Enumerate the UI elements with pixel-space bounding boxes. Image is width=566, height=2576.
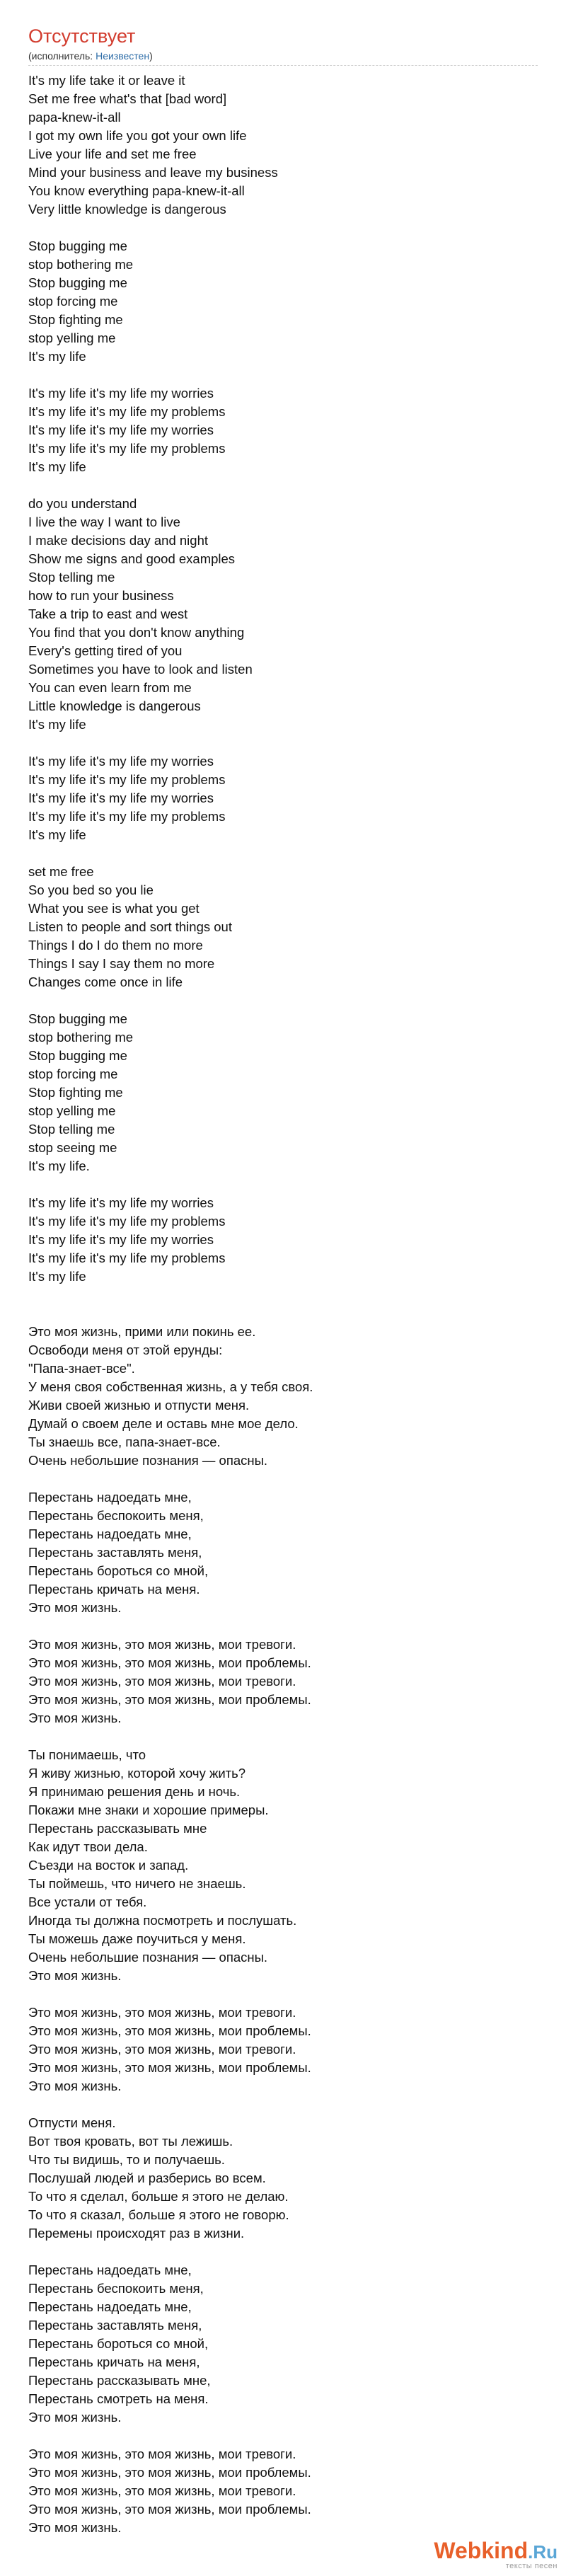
artist-line <box>28 50 153 62</box>
lyric-line: Это моя жизнь, это моя жизнь, мои проблемы. <box>28 2060 311 2075</box>
lyric-line: It's my life it's my life my worries <box>28 790 214 805</box>
lyric-line: Это моя жизнь, это моя жизнь, мои тревоги. <box>28 1674 296 1689</box>
lyric-line: Перестань бороться со мной, <box>28 1563 209 1578</box>
artist-link[interactable]: Неизвестен <box>96 50 150 62</box>
lyric-line: It's my life <box>28 1269 86 1284</box>
lyric-line: I got my own life you got your own life <box>28 128 247 143</box>
lyric-line: Это моя жизнь, это моя жизнь, мои тревоги. <box>28 1637 296 1652</box>
lyric-line: Take a trip to east and west <box>28 606 188 621</box>
lyric-line: Listen to people and sort things out <box>28 919 232 934</box>
lyric-line: У меня своя собственная жизнь, а у тебя своя. <box>28 1379 313 1394</box>
lyric-line: Stop telling me <box>28 570 115 585</box>
lyric-line: It's my life it's my life my worries <box>28 754 214 769</box>
lyric-line: Mind your business and leave my business <box>28 165 278 180</box>
lyric-line: Stop bugging me <box>28 1048 127 1063</box>
lyric-line: Перестань беспокоить меня, <box>28 1508 204 1523</box>
lyric-line: It's my life <box>28 827 86 842</box>
stanza-break <box>28 991 538 1010</box>
watermark-brand: Webkind <box>434 2538 529 2563</box>
lyric-line: Перестань бороться со мной, <box>28 2336 209 2351</box>
lyric-line: It's my life. <box>28 1158 90 1173</box>
lyric-line: What you see is what you get <box>28 901 200 916</box>
song-title: Отсутствует <box>28 25 136 47</box>
artist-prefix: (исполнитель: <box>28 50 96 62</box>
lyric-line: Это моя жизнь, это моя жизнь, мои тревоги. <box>28 2483 296 2498</box>
lyric-line: Освободи меня от этой ерунды: <box>28 1342 223 1357</box>
lyric-line: Ты понимаешь, что <box>28 1747 146 1762</box>
lyric-line: Stop telling me <box>28 1122 115 1137</box>
lyric-line: Это моя жизнь, это моя жизнь, мои тревоги. <box>28 2005 296 2020</box>
lyric-line: Перестань надоедать мне, <box>28 1490 192 1505</box>
lyric-line: Я живу жизнью, которой хочу жить? <box>28 1766 246 1781</box>
lyric-line: Little knowledge is dangerous <box>28 698 201 713</box>
lyric-line: Show me signs and good examples <box>28 551 236 566</box>
lyric-line: Перестань смотреть на меня. <box>28 2391 209 2406</box>
stanza-break <box>28 844 538 863</box>
lyric-line: Очень небольшие познания — опасны. <box>28 1950 268 1965</box>
lyric-line: It's my life it's my life my problems <box>28 809 226 824</box>
lyric-line: It's my life it's my life my problems <box>28 441 226 456</box>
lyric-line: I live the way I want to live <box>28 514 180 529</box>
stanza-break <box>28 2095 538 2114</box>
lyric-line: Sometimes you have to look and listen <box>28 662 253 677</box>
lyric-line: You find that you don't know anything <box>28 625 245 640</box>
lyric-line: Все устали от тебя. <box>28 1894 147 1909</box>
stanza-break <box>28 1727 538 1746</box>
lyric-line: stop bothering me <box>28 1030 134 1045</box>
lyric-line: Перестань надоедать мне, <box>28 2262 192 2277</box>
lyrics-body <box>28 71 538 2537</box>
lyric-line: Changes come once in life <box>28 974 183 989</box>
watermark-tld: .Ru <box>528 2541 558 2563</box>
lyric-line: Live your life and set me free <box>28 146 197 161</box>
lyric-line: It's my life it's my life my problems <box>28 1250 226 1265</box>
lyric-line: Things I say I say them no more <box>28 956 215 971</box>
lyric-line: Stop fighting me <box>28 312 123 327</box>
lyric-line: Это моя жизнь, это моя жизнь, мои проблемы. <box>28 2023 311 2038</box>
watermark-tagline: тексты песен <box>505 2562 558 2570</box>
lyric-line: You can even learn from me <box>28 680 192 695</box>
lyric-line: Это моя жизнь, это моя жизнь, мои тревоги. <box>28 2446 296 2461</box>
lyric-line: Что ты видишь, то и получаешь. <box>28 2152 225 2167</box>
lyric-line: Перестань заставлять меня, <box>28 1545 202 1560</box>
lyric-line: It's my life take it or leave it <box>28 73 185 88</box>
lyric-line: "Папа-знает-все". <box>28 1361 135 1376</box>
lyric-line: Послушай людей и разберись во всем. <box>28 2170 266 2185</box>
lyric-line: Перестань надоедать мне, <box>28 2299 192 2314</box>
lyric-line: stop yelling me <box>28 330 116 345</box>
lyric-line: Stop bugging me <box>28 238 127 253</box>
stanza-break <box>28 1286 538 1304</box>
stanza-break <box>28 476 538 495</box>
lyric-line: Ты поймешь, что ничего не знаешь. <box>28 1876 246 1891</box>
lyric-line: stop bothering me <box>28 257 134 272</box>
lyric-line: Как идут твои дела. <box>28 1839 148 1854</box>
lyric-line: То что я сказал, больше я этого не говорю. <box>28 2207 289 2222</box>
stanza-break <box>28 1304 538 1323</box>
lyric-line: It's my life it's my life my worries <box>28 1232 214 1247</box>
artist-suffix: ) <box>149 50 153 62</box>
lyric-line: stop yelling me <box>28 1103 116 1118</box>
lyric-line: stop seeing me <box>28 1140 117 1155</box>
lyric-line: I make decisions day and night <box>28 533 209 548</box>
lyric-line: Это моя жизнь. <box>28 1710 122 1725</box>
lyric-line: Перестань беспокоить меня, <box>28 2281 204 2296</box>
lyric-line: Очень небольшие познания — опасны. <box>28 1453 268 1468</box>
stanza-break <box>28 734 538 752</box>
lyric-line: Перемены происходят раз в жизни. <box>28 2226 245 2241</box>
lyric-line: Это моя жизнь, это моя жизнь, мои проблемы. <box>28 1692 311 1707</box>
lyric-line: Перестань рассказывать мне <box>28 1821 207 1836</box>
title-divider <box>28 65 538 66</box>
lyric-line: Это моя жизнь. <box>28 2520 122 2535</box>
lyric-line: Иногда ты должна посмотреть и послушать. <box>28 1913 297 1928</box>
lyric-line: Это моя жизнь, это моя жизнь, мои тревоги. <box>28 2042 296 2057</box>
lyric-line: Покажи мне знаки и хорошие примеры. <box>28 1802 269 1817</box>
lyric-line: Every's getting tired of you <box>28 643 183 658</box>
lyric-line: It's my life <box>28 717 86 732</box>
lyric-line: Это моя жизнь. <box>28 2410 122 2425</box>
lyric-line: Думай о своем деле и оставь мне мое дело. <box>28 1416 299 1431</box>
lyric-line: Very little knowledge is dangerous <box>28 202 226 217</box>
lyric-line: It's my life <box>28 349 86 364</box>
lyric-line: Это моя жизнь. <box>28 1600 122 1615</box>
lyric-line: Перестань надоедать мне, <box>28 1526 192 1541</box>
lyric-line: Stop bugging me <box>28 275 127 290</box>
lyric-line: So you bed so you lie <box>28 882 154 897</box>
lyric-line: set me free <box>28 864 94 879</box>
stanza-break <box>28 1470 538 1488</box>
lyric-line: It's my life it's my life my problems <box>28 772 226 787</box>
stanza-break <box>28 1175 538 1194</box>
lyric-line: It's my life it's my life my worries <box>28 1195 214 1210</box>
lyric-line: То что я сделал, больше я этого не делаю. <box>28 2189 289 2204</box>
lyric-line: It's my life it's my life my problems <box>28 1214 226 1229</box>
lyric-line: Я принимаю решения день и ночь. <box>28 1784 241 1799</box>
lyric-line: stop forcing me <box>28 1066 118 1081</box>
lyric-line: You know everything papa-knew-it-all <box>28 183 245 198</box>
stanza-break <box>28 219 538 237</box>
lyric-line: It's my life it's my life my problems <box>28 404 226 419</box>
lyric-line: Живи своей жизнью и отпусти меня. <box>28 1398 250 1413</box>
lyric-line: Это моя жизнь, это моя жизнь, мои проблемы. <box>28 2465 311 2480</box>
lyric-line: It's my life it's my life my worries <box>28 386 214 401</box>
lyric-line: stop forcing me <box>28 294 118 309</box>
lyric-line: Ты можешь даже поучиться у меня. <box>28 1931 246 1946</box>
lyric-line: It's my life <box>28 459 86 474</box>
site-watermark <box>434 2538 558 2570</box>
lyric-line: Это моя жизнь, прими или покинь ее. <box>28 1324 256 1339</box>
lyric-line: Это моя жизнь. <box>28 1968 122 1983</box>
lyric-line: papa-knew-it-all <box>28 110 121 125</box>
lyric-line: Перестань заставлять меня, <box>28 2318 202 2333</box>
lyric-line: do you understand <box>28 496 137 511</box>
lyric-line: Things I do I do them no more <box>28 938 203 953</box>
lyric-line: Перестань кричать на меня, <box>28 2354 200 2369</box>
stanza-break <box>28 2243 538 2261</box>
lyric-line: Set me free what's that [bad word] <box>28 91 227 106</box>
lyric-line: Это моя жизнь. <box>28 2078 122 2093</box>
stanza-break <box>28 366 538 384</box>
lyric-line: how to run your business <box>28 588 174 603</box>
lyric-line: It's my life it's my life my worries <box>28 422 214 437</box>
lyric-line: Ты знаешь все, папа-знает-все. <box>28 1434 221 1449</box>
stanza-break <box>28 2427 538 2445</box>
lyric-line: Stop bugging me <box>28 1011 127 1026</box>
lyric-line: Это моя жизнь, это моя жизнь, мои проблемы. <box>28 1655 311 1670</box>
lyric-line: Это моя жизнь, это моя жизнь, мои проблемы. <box>28 2502 311 2517</box>
lyric-line: Перестань кричать на меня. <box>28 1582 200 1597</box>
lyric-line: Съезди на восток и запад. <box>28 1858 189 1873</box>
lyric-line: Stop fighting me <box>28 1085 123 1100</box>
lyric-line: Отпусти меня. <box>28 2115 116 2130</box>
stanza-break <box>28 1617 538 1635</box>
stanza-break <box>28 1985 538 2003</box>
lyric-line: Вот твоя кровать, вот ты лежишь. <box>28 2134 233 2149</box>
lyric-line: Перестань рассказывать мне, <box>28 2373 211 2388</box>
